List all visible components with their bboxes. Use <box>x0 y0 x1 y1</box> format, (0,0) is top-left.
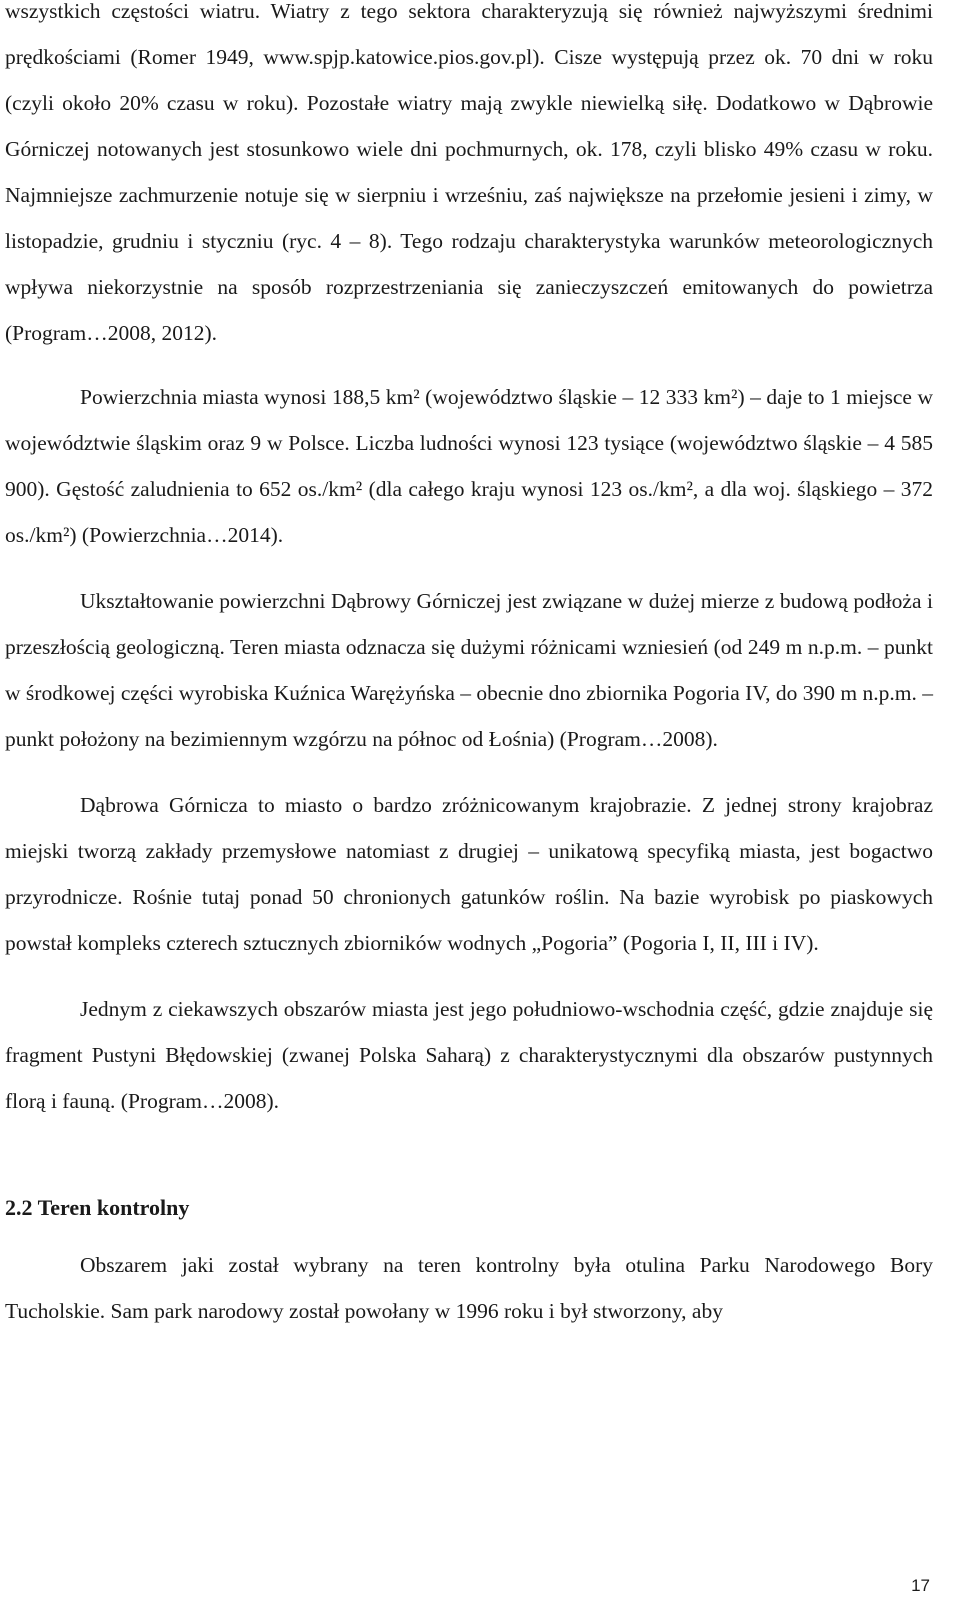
document-page <box>5 0 933 1334</box>
paragraph-area-population: Powierzchnia miasta wynosi 188,5 km² (województwo śląskie – 12 333 km²) – daje to 1 miejsce w województwie śląskim oraz 9 w Polsce. Liczba ludności wynosi 123 tysiące (województwo śląskie – 4 585 900). Gęstość zaludnienia to 652 os./km² (dla całego kraju wynosi 123 os./km², a dla woj. śląskiego – 372 os./km²) (Powierzchnia…2014). <box>5 385 933 547</box>
paragraph-climate: wszystkich częstości wiatru. Wiatry z tego sektora charakteryzują się również najwyższymi średnimi prędkościami (Romer 1949, www.spjp.katowice.pios.gov.pl). Cisze występują przez ok. 70 dni w roku (czyli około 20% czasu w roku). Pozostałe wiatry mają zwykle niewielką siłę. Dodatkowo w Dąbrowie Górniczej notowanych jest stosunkowo wiele dni pochmurnych, ok. 178, czyli blisko 49% czasu w roku. Najmniejsze zachmurzenie notuje się w sierpniu i wrześniu, zaś największe na przełomie jesieni i zimy, w listopadzie, grudniu i styczniu (ryc. 4 – 8). Tego rodzaju charakterystyka warunków meteorologicznych wpływa niekorzystnie na sposób rozprzestrzeniania się zanieczyszczeń emitowanych do powietrza (Program…2008, 2012). <box>5 0 933 345</box>
paragraph-landscape: Dąbrowa Górnicza to miasto o bardzo zróżnicowanym krajobrazie. Z jednej strony krajobraz miejski tworzą zakłady przemysłowe natomiast z drugiej – unikatową specyfiką miasta, jest bogactwo przyrodnicze. Rośnie tutaj ponad 50 chronionych gatunków roślin. Na bazie wyrobisk po piaskowych powstał kompleks czterech sztucznych zbiorników wodnych „Pogoria” (Pogoria I, II, III i IV). <box>5 793 933 955</box>
paragraph-control-area: Obszarem jaki został wybrany na teren kontrolny była otulina Parku Narodowego Bory Tucholskie. Sam park narodowy został powołany w 1996 roku i był stworzony, aby <box>5 1253 933 1323</box>
section-heading: 2.2 Teren kontrolny <box>5 1195 190 1220</box>
paragraph-terrain: Ukształtowanie powierzchni Dąbrowy Górniczej jest związane w dużej mierze z budową podłoża i przeszłością geologiczną. Teren miasta odznacza się dużymi różnicami wzniesień (od 249 m n.p.m. – punkt w środkowej części wyrobiska Kuźnica Warężyńska – obecnie dno zbiornika Pogoria IV, do 390 m n.p.m. – punkt położony na bezimiennym wzgórzu na północ od Łośnia) (Program…2008). <box>5 589 933 751</box>
page-number: 17 <box>911 1576 930 1595</box>
paragraph-bledowska-desert: Jednym z ciekawszych obszarów miasta jest jego południowo-wschodnia część, gdzie znajduje się fragment Pustyni Błędowskiej (zwanej Polska Saharą) z charakterystycznymi dla obszarów pustynnych florą i fauną. (Program…2008). <box>5 997 933 1113</box>
